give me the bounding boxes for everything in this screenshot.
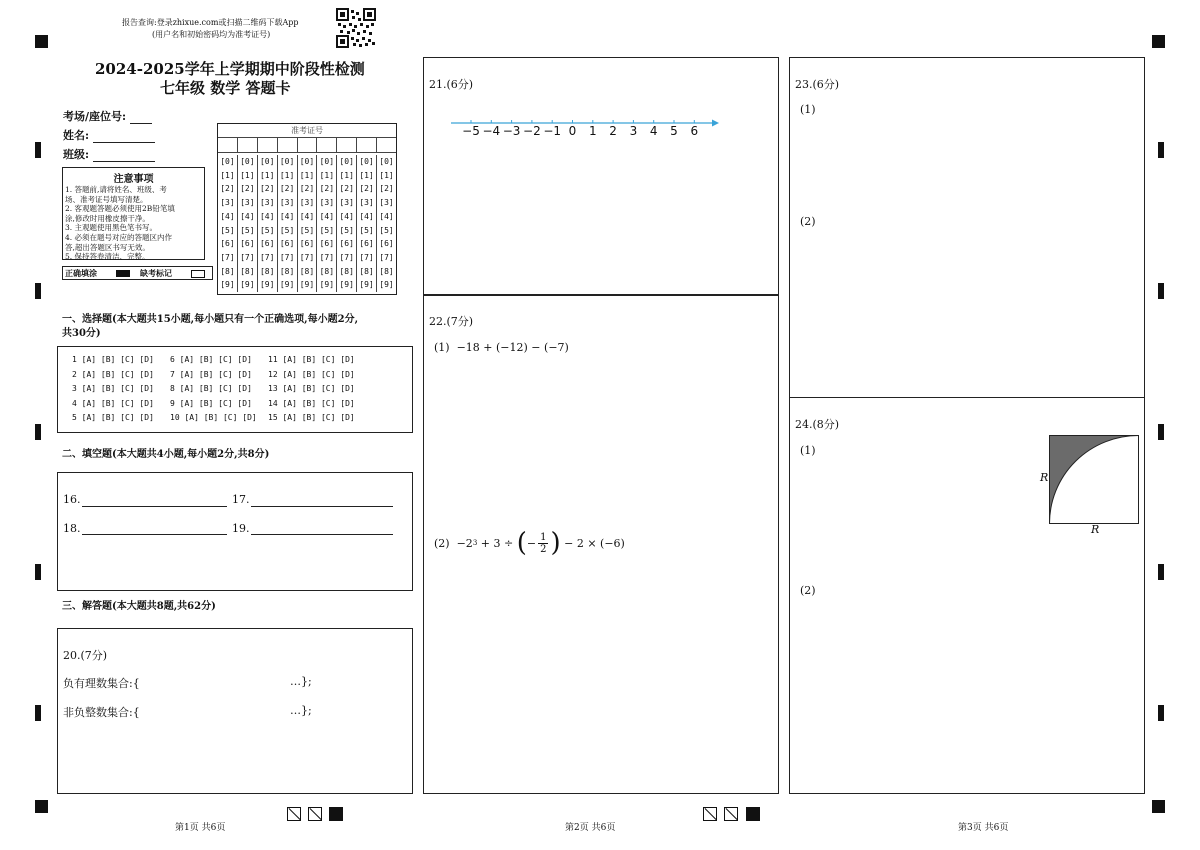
exam-id-bubble[interactable]: [5] — [257, 224, 277, 238]
q22-part2-tail: − 2 × (−6) — [564, 536, 625, 550]
notice-item: 5. 保持答卷清洁、完整。 — [65, 252, 150, 262]
section3-heading: 三、解答题(本大题共8题,共62分) — [62, 601, 216, 612]
name-label: 姓名: — [63, 127, 155, 143]
exam-id-bubble[interactable]: [4] — [317, 210, 337, 224]
exam-subtitle: 七年级 数学 答题卡 — [160, 79, 291, 97]
exam-id-bubble[interactable]: [7] — [257, 251, 277, 265]
timing-mark — [35, 142, 41, 158]
q20-title: 20.(7分) — [63, 649, 108, 662]
exam-id-bubble[interactable]: [9] — [337, 278, 357, 292]
exam-id-bubble[interactable]: [4] — [337, 210, 357, 224]
exam-id-bubble[interactable]: [8] — [297, 265, 317, 279]
report-query-line: 报告查询:登录zhixue.com或扫描二维码下载App — [122, 18, 299, 27]
exam-id-bubble[interactable]: [5] — [297, 224, 317, 238]
correct-fill-label: 正确填涂 — [65, 268, 97, 278]
exam-id-bubble[interactable]: [7] — [357, 251, 377, 265]
exam-id-bubble[interactable]: [7] — [297, 251, 317, 265]
exam-id-bubble[interactable]: [8] — [277, 265, 297, 279]
exam-id-bubble[interactable]: [1] — [357, 169, 377, 183]
q22-part2-numerator: 1 — [540, 531, 547, 543]
notice-item: 4. 必须在题号对应的答题区内作 — [65, 232, 173, 242]
page-marker-slash — [703, 803, 717, 822]
choice-column-1[interactable] — [72, 353, 154, 426]
exam-id-bubble[interactable]: [8] — [237, 265, 257, 279]
radius-label-side: R — [1040, 471, 1049, 484]
exam-id-bubble[interactable]: [5] — [317, 224, 337, 238]
exam-id-bubble[interactable]: [0] — [377, 155, 397, 169]
page-marker-fill — [746, 803, 760, 822]
exam-id-bubble[interactable]: [5] — [277, 224, 297, 238]
exam-id-bubble[interactable]: [6] — [297, 237, 317, 251]
exam-id-bubble[interactable]: [9] — [317, 278, 337, 292]
q22-part2-paren-open: ( — [516, 528, 527, 558]
exam-id-bubble[interactable]: [9] — [220, 280, 235, 290]
number-line-label: 2 — [609, 124, 617, 138]
alignment-mark — [1152, 800, 1165, 813]
notice-list — [63, 185, 204, 262]
nonnegative-integer-set-label: 非负整数集合:{ — [63, 706, 140, 719]
q22-answer-box[interactable] — [423, 295, 779, 794]
q22-part2-exponent: 3 — [472, 539, 478, 547]
q23-title: 23.(6分) — [795, 78, 840, 91]
exam-id-bubble[interactable]: [1] — [377, 169, 397, 183]
exam-id-bubble[interactable]: [2] — [317, 182, 337, 196]
quarter-circle-figure — [1049, 435, 1140, 525]
exam-id-bubble[interactable]: [3] — [297, 196, 317, 210]
report-query-note: (用户名和初始密码均为准考证号) — [152, 30, 271, 39]
exam-id-bubble[interactable]: [3] — [317, 196, 337, 210]
page-marker-slash — [287, 803, 301, 822]
notice-item: 2. 客观题答题必须使用2B铅笔填 — [65, 204, 175, 214]
exam-id-bubble[interactable]: [5] — [337, 224, 357, 238]
exam-id-bubble[interactable]: [6] — [237, 237, 257, 251]
choice-row[interactable]: 7 [A] [B] [C] [D] — [170, 369, 252, 379]
choice-row[interactable]: 10 [A] [B] [C] [D] — [170, 413, 257, 422]
choice-row[interactable]: 5 [A] [B] [C] [D] — [72, 413, 154, 422]
q21-title: 21.(6分) — [429, 78, 474, 91]
timing-mark — [1158, 283, 1164, 299]
exam-id-bubble[interactable]: [7] — [317, 251, 337, 265]
choice-column-3[interactable] — [268, 353, 355, 426]
class-label: 班级: — [63, 146, 155, 162]
seat-field[interactable] — [130, 113, 152, 124]
exam-id-bubble[interactable]: [2] — [357, 182, 377, 196]
exam-id-bubble[interactable]: [1] — [257, 169, 277, 183]
q18-answer-line[interactable] — [82, 534, 227, 535]
number-line-label: 0 — [568, 124, 577, 138]
exam-id-bubble[interactable]: [0] — [337, 155, 357, 169]
exam-id-bubble[interactable]: [1] — [337, 169, 357, 183]
page-marker-slash — [724, 803, 738, 822]
exam-id-bubble[interactable]: [0] — [257, 155, 277, 169]
choice-row[interactable]: 15 [A] [B] [C] [D] — [268, 413, 355, 422]
name-field[interactable] — [93, 132, 155, 143]
class-field[interactable] — [93, 151, 155, 162]
exam-id-bubble[interactable]: [4] — [377, 210, 397, 224]
notice-item: 场、准考证号填写清楚。 — [65, 194, 148, 204]
negative-rational-set-label: 负有理数集合:{ — [63, 677, 140, 690]
exam-id-bubbles[interactable] — [218, 155, 396, 292]
section2-heading: 二、填空题(本大题共4小题,每小题2分,共8分) — [62, 449, 270, 460]
exam-id-bubble[interactable]: [0] — [277, 155, 297, 169]
exam-id-bubble[interactable]: [4] — [297, 210, 317, 224]
exam-id-bubble[interactable]: [4] — [357, 210, 377, 224]
seat-label: 考场/座位号: — [63, 108, 152, 124]
timing-mark — [35, 424, 41, 440]
exam-id-bubble[interactable]: [7] — [337, 251, 357, 265]
q22-part2-base: −2 — [456, 536, 473, 550]
exam-id-bubble[interactable]: [2] — [337, 182, 357, 196]
alignment-mark — [35, 800, 48, 813]
exam-id-bubble[interactable]: [9] — [237, 278, 257, 292]
exam-id-bubble[interactable]: [3] — [257, 196, 277, 210]
number-line-label: 1 — [588, 124, 597, 138]
q24-answer-box[interactable] — [789, 397, 1145, 794]
absent-mark-checkbox[interactable] — [191, 270, 205, 278]
exam-id-bubble[interactable]: [4] — [237, 210, 257, 224]
exam-id-bubble[interactable]: [6] — [357, 237, 377, 251]
exam-id-bubble[interactable]: [8] — [257, 265, 277, 279]
exam-title: 2024-2025学年上学期期中阶段性检测 — [95, 60, 365, 78]
page-marker-slash — [308, 803, 322, 822]
exam-id-bubble[interactable]: [2] — [237, 182, 257, 196]
exam-id-bubble[interactable]: [8] — [317, 265, 337, 279]
number-line-label: 5 — [670, 124, 678, 138]
q20-answer-box[interactable] — [57, 628, 413, 794]
notice-box — [62, 167, 205, 260]
q22-part2-denominator: 2 — [540, 543, 547, 555]
q23-answer-box[interactable] — [789, 57, 1145, 398]
exam-id-bubble[interactable]: [4] — [220, 211, 235, 221]
timing-mark — [1158, 142, 1164, 158]
alignment-mark — [1152, 35, 1165, 48]
timing-mark — [1158, 564, 1164, 580]
q17-answer-line[interactable] — [251, 506, 393, 507]
absent-mark-label: 缺考标记 — [140, 268, 172, 278]
exam-id-bubble[interactable]: [7] — [377, 251, 397, 265]
exam-id-bubble[interactable]: [5] — [357, 224, 377, 238]
exam-id-bubble[interactable]: [9] — [377, 278, 397, 292]
exam-id-bubble[interactable]: [2] — [220, 184, 235, 194]
timing-mark — [1158, 705, 1164, 721]
exam-id-bubble[interactable]: [8] — [220, 266, 235, 276]
exam-id-bubble[interactable]: [9] — [277, 278, 297, 292]
exam-id-bubble[interactable]: [7] — [237, 251, 257, 265]
exam-id-bubble[interactable]: [2] — [297, 182, 317, 196]
q22-part2 — [434, 530, 625, 556]
choice-row[interactable]: 4 [A] [B] [C] [D] — [72, 398, 154, 408]
exam-id-bubble[interactable]: [0] — [297, 155, 317, 169]
number-line-label: 3 — [629, 124, 638, 138]
timing-mark — [35, 564, 41, 580]
fill-blank-box — [57, 472, 413, 591]
nonnegative-integer-set-close: …}; — [290, 704, 312, 717]
exam-id-bubble[interactable]: [5] — [220, 225, 235, 235]
page-number-2: 第2页 共6页 — [565, 823, 616, 833]
fill-legend — [62, 266, 213, 280]
choice-column-2[interactable] — [170, 353, 257, 426]
q22-part1 — [434, 341, 569, 354]
exam-id-bubble[interactable]: [2] — [277, 182, 297, 196]
exam-id-bubble[interactable]: [0] — [220, 157, 235, 166]
q21-answer-box[interactable] — [423, 57, 779, 295]
radius-label-bottom: R — [1091, 523, 1100, 536]
q23-part2: (2) — [800, 215, 816, 228]
notice-item: 答,超出答题区书写无效。 — [65, 242, 150, 252]
q22-part2-paren-close: ) — [550, 528, 561, 558]
q22-part2-label: (2) — [434, 536, 450, 550]
exam-id-bubble[interactable]: [6] — [317, 237, 337, 251]
q19-answer-line[interactable] — [251, 534, 393, 535]
q22-part1-expression: −18 + (−12) − (−7) — [456, 341, 569, 354]
exam-id-bubble[interactable]: [4] — [277, 210, 297, 224]
exam-id-bubble[interactable]: [1] — [297, 169, 317, 183]
choice-answer-box — [57, 346, 413, 433]
choice-row[interactable]: 14 [A] [B] [C] [D] — [268, 398, 355, 408]
number-line-label: −1 — [543, 124, 562, 138]
q17-label: 17. — [232, 493, 250, 506]
exam-id-bubble[interactable]: [3] — [357, 196, 377, 210]
exam-id-bubble[interactable]: [3] — [220, 198, 235, 208]
correct-fill-sample — [116, 270, 130, 277]
q22-part1-label: (1) — [434, 341, 450, 354]
q24-part1: (1) — [800, 444, 816, 457]
exam-id-bubble[interactable]: [1] — [317, 169, 337, 183]
exam-id-bubble[interactable]: [0] — [317, 155, 337, 169]
choice-row[interactable]: 12 [A] [B] [C] [D] — [268, 369, 355, 379]
exam-id-bubble[interactable]: [1] — [220, 170, 235, 180]
notice-item: 涂,修改时用橡皮擦干净。 — [65, 213, 150, 223]
exam-id-bubble[interactable]: [8] — [357, 265, 377, 279]
number-line-label: 6 — [690, 124, 699, 138]
choice-row[interactable]: 9 [A] [B] [C] [D] — [170, 398, 252, 408]
choice-row[interactable]: 2 [A] [B] [C] [D] — [72, 369, 154, 379]
exam-id-bubble[interactable]: [7] — [220, 252, 235, 262]
exam-id-bubble[interactable]: [0] — [357, 155, 377, 169]
exam-id-grid — [217, 123, 397, 295]
q22-part2-frac-sign: − — [526, 536, 537, 550]
exam-id-bubble[interactable]: [9] — [297, 278, 317, 292]
choice-row[interactable]: 11 [A] [B] [C] [D] — [268, 355, 355, 364]
qr-code-icon — [336, 8, 376, 48]
q22-part2-mid: + 3 ÷ — [480, 536, 514, 550]
exam-id-bubble[interactable]: [7] — [277, 251, 297, 265]
exam-id-bubble[interactable]: [3] — [237, 196, 257, 210]
page-number-3: 第3页 共6页 — [958, 823, 1009, 833]
timing-mark — [1158, 424, 1164, 440]
alignment-mark — [35, 35, 48, 48]
exam-id-bubble[interactable]: [1] — [277, 169, 297, 183]
q24-title: 24.(8分) — [795, 418, 840, 431]
exam-id-bubble[interactable]: [8] — [377, 265, 397, 279]
exam-id-bubble[interactable]: [9] — [257, 278, 277, 292]
section1-heading: 一、选择题(本大题共15小题,每小题只有一个正确选项,每小题2分, — [62, 314, 359, 325]
exam-id-bubble[interactable]: [3] — [277, 196, 297, 210]
choice-row[interactable]: 8 [A] [B] [C] [D] — [170, 384, 252, 393]
exam-id-label: 准考证号 — [218, 124, 396, 138]
page-marker-fill — [329, 803, 343, 822]
exam-id-bubble[interactable]: [6] — [257, 237, 277, 251]
page-number-1: 第1页 共6页 — [175, 823, 226, 833]
exam-id-bubble[interactable]: [2] — [257, 182, 277, 196]
number-line-label: 4 — [649, 124, 658, 138]
exam-id-bubble[interactable]: [8] — [337, 265, 357, 279]
timing-mark — [35, 283, 41, 299]
choice-row[interactable]: 1 [A] [B] [C] [D] — [72, 355, 154, 364]
exam-id-bubble[interactable]: [9] — [357, 278, 377, 292]
exam-id-bubble[interactable]: [3] — [377, 196, 397, 210]
timing-mark — [35, 705, 41, 721]
notice-title: 注意事项 — [113, 174, 154, 185]
q24-part2: (2) — [800, 584, 816, 597]
q16-answer-line[interactable] — [82, 506, 227, 507]
q22-part2-fraction — [538, 532, 548, 555]
notice-item: 3. 主观题使用黑色笔书写。 — [65, 223, 158, 233]
exam-id-bubble[interactable]: [5] — [237, 224, 257, 238]
q19-label: 19. — [232, 522, 250, 535]
q18-label: 18. — [63, 522, 81, 535]
exam-id-bubble[interactable]: [6] — [377, 237, 397, 251]
q16-label: 16. — [63, 493, 81, 506]
number-line-label: −5 — [462, 124, 480, 138]
exam-id-bubble[interactable]: [3] — [337, 196, 357, 210]
exam-id-bubble[interactable]: [6] — [220, 239, 235, 249]
exam-id-bubble[interactable]: [6] — [277, 237, 297, 251]
section1-heading-cont: 共30分) — [62, 328, 101, 339]
number-line-label: −4 — [482, 124, 501, 138]
number-line-label: −2 — [523, 124, 541, 138]
number-line-label: −3 — [502, 124, 521, 138]
exam-id-bubble[interactable]: [6] — [337, 237, 357, 251]
notice-item: 1. 答题前,请将姓名、班级、考 — [65, 185, 167, 194]
exam-id-bubble[interactable]: [4] — [257, 210, 277, 224]
choice-row[interactable]: 13 [A] [B] [C] [D] — [268, 384, 355, 393]
negative-rational-set-close: …}; — [290, 675, 312, 688]
q22-title: 22.(7分) — [429, 315, 474, 328]
choice-row[interactable]: 6 [A] [B] [C] [D] — [170, 355, 252, 364]
q23-part1: (1) — [800, 103, 816, 116]
exam-id-bubble[interactable]: [1] — [237, 169, 257, 183]
exam-id-bubble[interactable]: [0] — [237, 155, 257, 169]
choice-row[interactable]: 3 [A] [B] [C] [D] — [72, 384, 154, 393]
exam-id-bubble[interactable]: [5] — [377, 224, 397, 238]
exam-id-write-row[interactable] — [218, 138, 396, 153]
exam-id-bubble[interactable]: [2] — [377, 182, 397, 196]
